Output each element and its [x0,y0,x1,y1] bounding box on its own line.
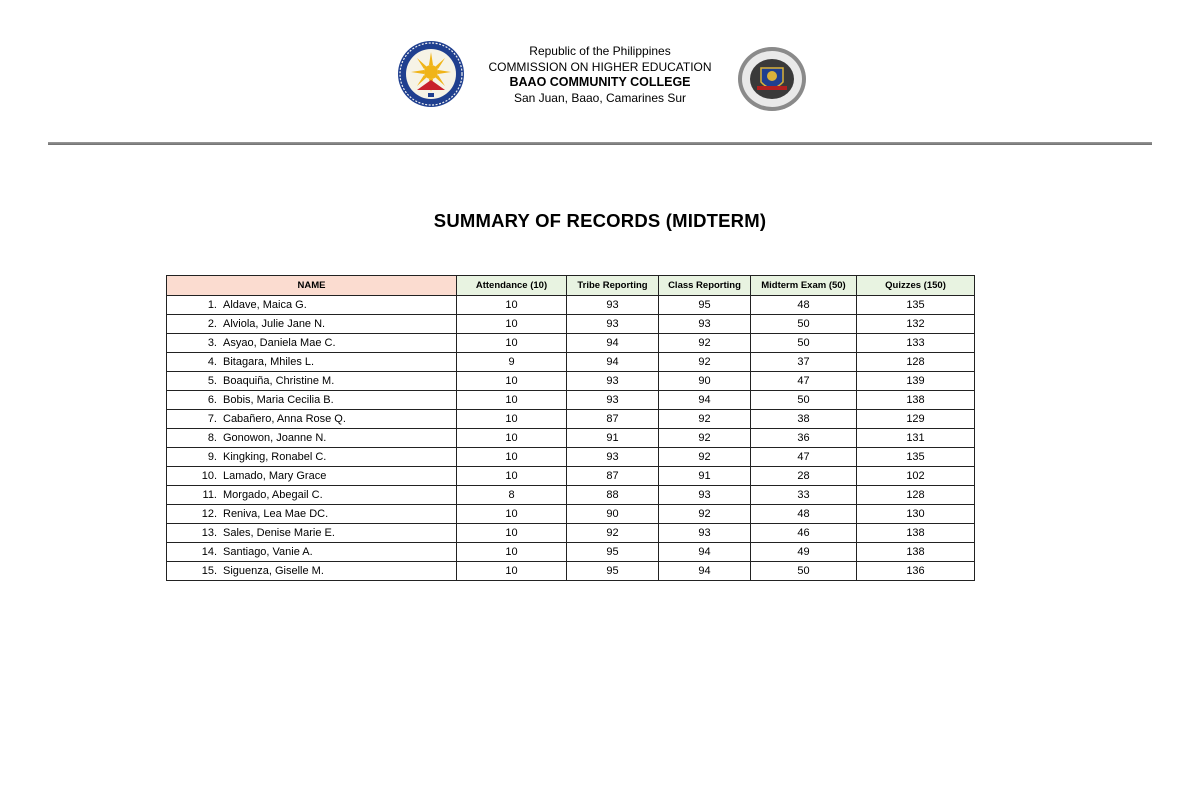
cell-quizzes: 102 [857,467,975,486]
header-address: San Juan, Baao, Camarines Sur [513,90,687,105]
student-name: Lamado, Mary Grace [223,470,327,482]
table-row [167,391,975,410]
table-row [167,410,975,429]
cell-tribe-reporting: 93 [567,391,659,410]
cell-tribe-reporting: 91 [567,429,659,448]
student-name: Morgado, Abegail C. [223,489,323,501]
cell-tribe-reporting: 90 [567,505,659,524]
table-row [167,315,975,334]
cell-tribe-reporting: 95 [567,562,659,581]
cell-student-name [167,543,457,562]
col-header-name: NAME [167,276,457,296]
row-number: 7. [207,413,217,425]
cell-midterm-exam: 48 [751,505,857,524]
cell-class-reporting: 93 [659,486,751,505]
cell-class-reporting: 92 [659,505,751,524]
student-name: Asyao, Daniela Mae C. [223,337,336,349]
cell-student-name [167,315,457,334]
cell-quizzes: 133 [857,334,975,353]
cell-class-reporting: 94 [659,562,751,581]
bcc-seal-icon [737,46,807,112]
row-number: 5. [207,375,217,387]
student-name: Sales, Denise Marie E. [223,527,335,539]
cell-student-name [167,372,457,391]
cell-attendance: 10 [457,429,567,448]
col-header-class-reporting: Class Reporting [659,276,751,296]
cell-midterm-exam: 48 [751,296,857,315]
table-row [167,448,975,467]
cell-quizzes: 135 [857,296,975,315]
student-name: Cabañero, Anna Rose Q. [223,413,346,425]
row-number: 1. [207,299,217,311]
cell-student-name [167,524,457,543]
cell-quizzes: 135 [857,448,975,467]
cell-class-reporting: 93 [659,315,751,334]
student-name: Alviola, Julie Jane N. [223,318,326,330]
cell-class-reporting: 94 [659,543,751,562]
cell-student-name [167,486,457,505]
cell-tribe-reporting: 95 [567,543,659,562]
cell-midterm-exam: 46 [751,524,857,543]
cell-midterm-exam: 47 [751,372,857,391]
cell-midterm-exam: 28 [751,467,857,486]
cell-quizzes: 131 [857,429,975,448]
cell-midterm-exam: 50 [751,562,857,581]
row-number: 9. [207,451,217,463]
cell-quizzes: 129 [857,410,975,429]
table-row [167,353,975,372]
cell-tribe-reporting: 94 [567,353,659,372]
cell-attendance: 10 [457,372,567,391]
cell-quizzes: 139 [857,372,975,391]
student-name: Bobis, Maria Cecilia B. [223,394,334,406]
cell-student-name [167,429,457,448]
cell-attendance: 10 [457,315,567,334]
cell-tribe-reporting: 87 [567,410,659,429]
student-name: Bitagara, Mhiles L. [223,356,315,368]
cell-attendance: 10 [457,524,567,543]
cell-class-reporting: 92 [659,353,751,372]
cell-midterm-exam: 50 [751,391,857,410]
table-row [167,505,975,524]
cell-class-reporting: 95 [659,296,751,315]
cell-student-name [167,296,457,315]
cell-attendance: 10 [457,543,567,562]
cell-midterm-exam: 49 [751,543,857,562]
header-college-name: BAAO COMMUNITY COLLEGE [509,75,691,89]
cell-midterm-exam: 47 [751,448,857,467]
col-header-attendance: Attendance (10) [457,276,567,296]
cell-tribe-reporting: 93 [567,448,659,467]
row-number: 15. [201,565,217,577]
table-row [167,543,975,562]
table-row [167,372,975,391]
student-name: Gonowon, Joanne N. [223,432,327,444]
col-header-tribe-reporting: Tribe Reporting [567,276,659,296]
cell-tribe-reporting: 93 [567,372,659,391]
cell-student-name [167,448,457,467]
cell-attendance: 10 [457,391,567,410]
cell-class-reporting: 92 [659,429,751,448]
cell-tribe-reporting: 88 [567,486,659,505]
header-line-ched: COMMISSION ON HIGHER EDUCATION [488,59,712,74]
cell-midterm-exam: 38 [751,410,857,429]
row-number: 11. [202,489,217,501]
student-name: Boaquiña, Christine M. [223,375,335,387]
cell-quizzes: 138 [857,524,975,543]
student-name: Siguenza, Giselle M. [223,565,324,577]
cell-tribe-reporting: 94 [567,334,659,353]
page-title: SUMMARY OF RECORDS (MIDTERM) [433,210,767,231]
row-number: 4. [207,356,217,368]
col-header-quizzes: Quizzes (150) [857,276,975,296]
cell-quizzes: 138 [857,391,975,410]
cell-tribe-reporting: 92 [567,524,659,543]
cell-attendance: 10 [457,562,567,581]
cell-attendance: 10 [457,467,567,486]
cell-quizzes: 130 [857,505,975,524]
row-number: 6. [207,394,217,406]
cell-tribe-reporting: 93 [567,296,659,315]
cell-attendance: 10 [457,334,567,353]
cell-tribe-reporting: 93 [567,315,659,334]
cell-midterm-exam: 36 [751,429,857,448]
cell-class-reporting: 92 [659,448,751,467]
records-table [166,275,975,581]
table-row [167,334,975,353]
table-row [167,562,975,581]
table-row [167,486,975,505]
cell-attendance: 10 [457,505,567,524]
cell-class-reporting: 90 [659,372,751,391]
cell-attendance: 9 [457,353,567,372]
table-header-row [167,276,975,296]
cell-student-name [167,467,457,486]
cell-class-reporting: 94 [659,391,751,410]
header-line-republic: Republic of the Philippines [529,44,671,58]
cell-student-name [167,334,457,353]
row-number: 13. [201,527,217,539]
row-number: 12. [201,508,217,520]
cell-student-name [167,562,457,581]
cell-quizzes: 138 [857,543,975,562]
student-name: Santiago, Vanie A. [223,546,313,558]
cell-class-reporting: 93 [659,524,751,543]
cell-student-name [167,410,457,429]
cell-midterm-exam: 50 [751,334,857,353]
student-name: Kingking, Ronabel C. [223,451,327,463]
letterhead [450,44,750,106]
table-row [167,524,975,543]
student-name: Aldave, Maica G. [223,299,307,311]
cell-attendance: 10 [457,296,567,315]
cell-midterm-exam: 37 [751,353,857,372]
row-number: 3. [207,337,217,349]
cell-tribe-reporting: 87 [567,467,659,486]
row-number: 8. [207,432,217,444]
col-header-midterm-exam: Midterm Exam (50) [751,276,857,296]
cell-midterm-exam: 33 [751,486,857,505]
cell-class-reporting: 92 [659,334,751,353]
cell-attendance: 8 [457,486,567,505]
table-row [167,296,975,315]
cell-student-name [167,391,457,410]
row-number: 14. [201,546,217,558]
cell-midterm-exam: 50 [751,315,857,334]
table-row [167,467,975,486]
cell-class-reporting: 92 [659,410,751,429]
cell-quizzes: 136 [857,562,975,581]
cell-quizzes: 132 [857,315,975,334]
cell-student-name [167,353,457,372]
student-name: Reniva, Lea Mae DC. [223,508,329,520]
cell-attendance: 10 [457,410,567,429]
row-number: 10. [201,470,217,482]
cell-quizzes: 128 [857,486,975,505]
table-row [167,429,975,448]
cell-class-reporting: 91 [659,467,751,486]
cell-attendance: 10 [457,448,567,467]
row-number: 2. [207,318,217,330]
cell-student-name [167,505,457,524]
cell-quizzes: 128 [857,353,975,372]
header-divider [48,142,1152,145]
